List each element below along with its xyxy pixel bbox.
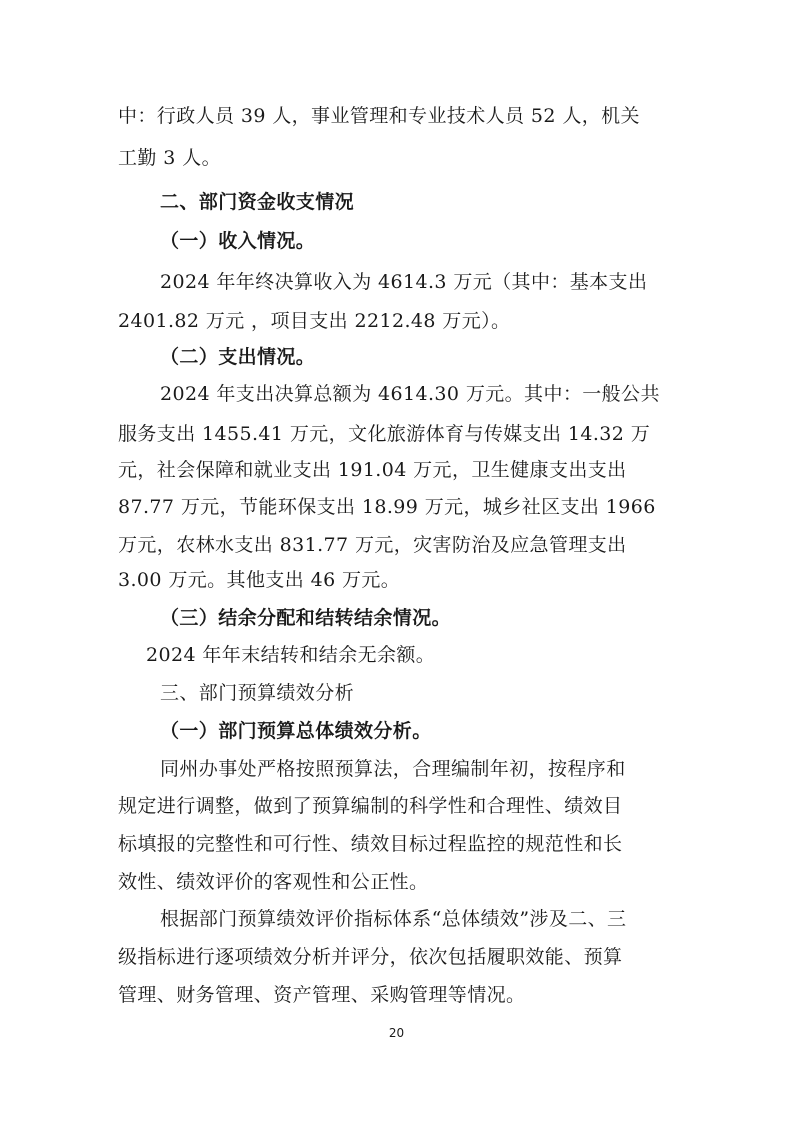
subsection-heading-performance: （一）部门预算总体绩效分析。: [160, 720, 432, 742]
section-heading-2: 二、部门资金收支情况: [160, 191, 355, 213]
subsection-heading-surplus: （三）结余分配和结转结余情况。: [160, 607, 452, 629]
section-heading-3: 三、部门预算绩效分析: [160, 682, 355, 704]
paragraph-line: 管理、财务管理、资产管理、采购管理等情况。: [118, 984, 526, 1006]
paragraph-line: 同州办事处严格按照预算法，合理编制年初，按程序和: [160, 758, 626, 780]
paragraph-line: 根据部门预算绩效评价指标体系“总体绩效”涉及二、三: [160, 908, 627, 930]
paragraph-line: 工勤 3 人。: [118, 147, 221, 169]
paragraph-line: 元，社会保障和就业支出 191.04 万元，卫生健康支出支出: [118, 459, 627, 481]
paragraph-line: 中：行政人员 39 人，事业管理和专业技术人员 52 人，机关: [118, 105, 640, 127]
paragraph-line: 2401.82 万元 ，项目支出 2212.48 万元）。: [118, 310, 511, 332]
paragraph-line: 规定进行调整，做到了预算编制的科学性和合理性、绩效目: [118, 795, 623, 817]
paragraph-line: 2024 年年终决算收入为 4614.3 万元（其中：基本支出: [160, 271, 648, 293]
paragraph-line: 2024 年年末结转和结余无余额。: [146, 644, 436, 666]
paragraph-line: 87.77 万元，节能环保支出 18.99 万元，城乡社区支出 1966: [118, 496, 656, 518]
subsection-heading-income: （一）收入情况。: [160, 230, 316, 252]
paragraph-line: 3.00 万元。其他支出 46 万元。: [118, 569, 401, 591]
subsection-heading-expenditure: （二）支出情况。: [160, 346, 316, 368]
paragraph-line: 标填报的完整性和可行性、绩效目标过程监控的规范性和长: [118, 833, 623, 855]
paragraph-line: 效性、绩效评价的客观性和公正性。: [118, 871, 429, 893]
page-number: 20: [388, 1026, 405, 1040]
paragraph-line: 2024 年支出决算总额为 4614.30 万元。其中：一般公共: [160, 383, 660, 405]
paragraph-line: 级指标进行逐项绩效分析并评分，依次包括履职效能、预算: [118, 946, 623, 968]
paragraph-line: 服务支出 1455.41 万元，文化旅游体育与传媒支出 14.32 万: [118, 423, 651, 445]
paragraph-line: 万元，农林水支出 831.77 万元，灾害防治及应急管理支出: [118, 534, 627, 556]
